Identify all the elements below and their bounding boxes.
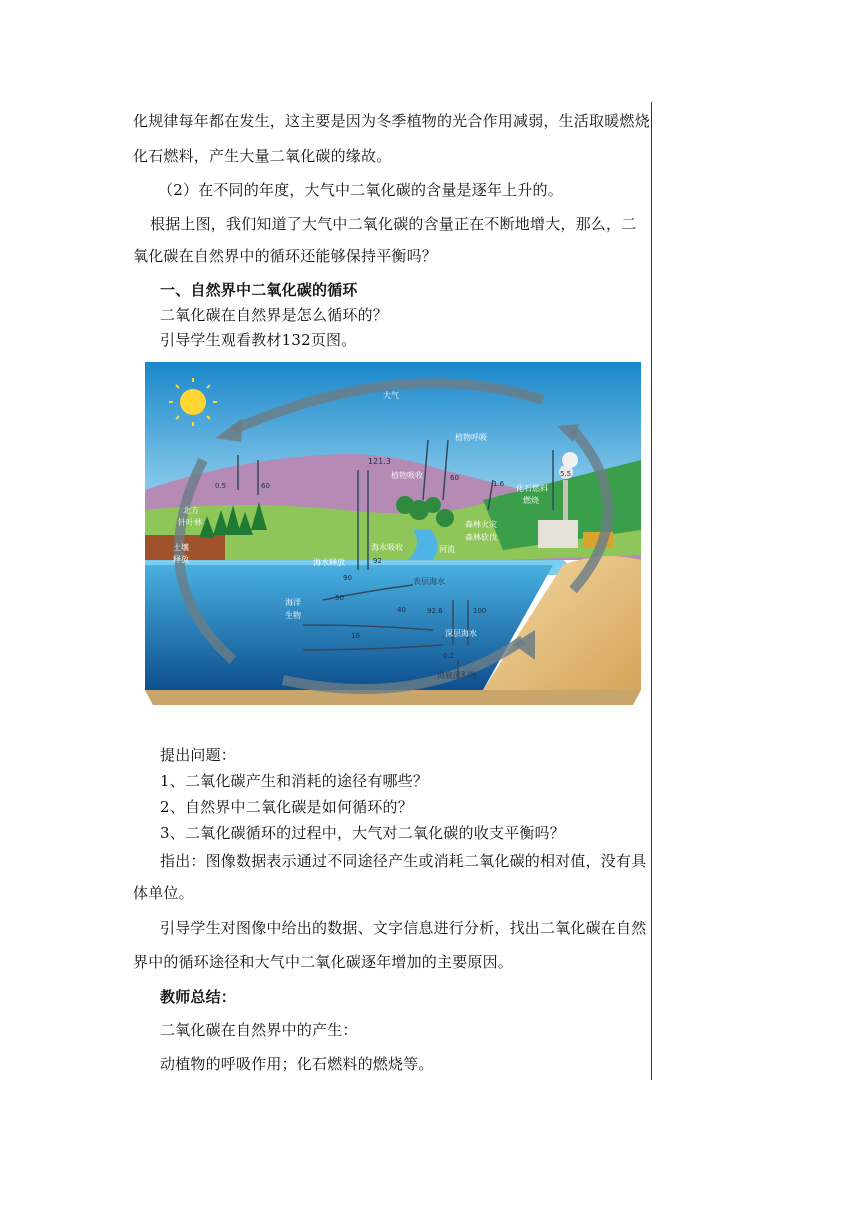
label-value: 10 bbox=[351, 632, 360, 640]
label-value: 5.5 bbox=[560, 470, 572, 478]
label-value: 0.5 bbox=[215, 482, 227, 490]
paragraph-line: 引导学生对图像中给出的数据、文字信息进行分析，找出二氧化碳在自然 bbox=[160, 919, 647, 937]
label-forest-fire: 森林火灾 bbox=[465, 520, 497, 529]
question-item: 2、自然界中二氧化碳是如何循环的？ bbox=[160, 798, 413, 816]
label-fossil-burn: 燃烧 bbox=[523, 496, 539, 505]
label-soil: 土壤 bbox=[173, 543, 189, 552]
label-soil-release: 释放 bbox=[173, 555, 189, 564]
question-item: 1、二氧化碳产生和消耗的途径有哪些？ bbox=[160, 772, 429, 790]
summary-heading: 教师总结： bbox=[160, 988, 237, 1006]
paragraph-line: （2）在不同的年度，大气中二氧化碳的含量是逐年上升的。 bbox=[158, 181, 563, 199]
label-ocean-absorb: 海水吸收 bbox=[371, 543, 403, 552]
label-atmosphere: 大气 bbox=[383, 391, 399, 400]
paragraph-line: 提出问题： bbox=[160, 746, 237, 764]
paragraph-line: 氧化碳在自然界中的循环还能够保持平衡吗？ bbox=[133, 247, 438, 265]
label-value: 121.3 bbox=[368, 457, 391, 466]
paragraph-line: 引导学生观看教材132页图。 bbox=[160, 331, 357, 349]
question-item: 3、二氧化碳循环的过程中，大气对二氧化碳的收支平衡吗？ bbox=[160, 824, 565, 842]
label-plant-absorb: 植物吸收 bbox=[391, 471, 423, 480]
label-river: 河流 bbox=[439, 545, 455, 554]
label-deep-water: 深层海水 bbox=[445, 629, 477, 638]
label-value: 92 bbox=[373, 557, 382, 565]
paragraph-line: 二氧化碳在自然界是怎么循环的？ bbox=[160, 306, 389, 324]
label-value: 60 bbox=[261, 482, 270, 490]
label-value: 40 bbox=[397, 606, 406, 614]
label-value: 1.6 bbox=[493, 480, 505, 488]
label-sediment: 海底沉积物 bbox=[437, 671, 477, 680]
label-value: 0.2 bbox=[443, 652, 455, 660]
carbon-cycle-svg bbox=[143, 360, 653, 710]
label-north-forest-2: 针叶林 bbox=[178, 518, 202, 527]
label-plant-respiration: 植物呼吸 bbox=[455, 433, 487, 442]
label-surface-water: 表层海水 bbox=[413, 577, 445, 586]
paragraph-line: 指出：图像数据表示通过不同途径产生或消耗二氧化碳的相对值，没有具 bbox=[160, 852, 647, 870]
label-marine: 海洋 bbox=[285, 598, 301, 607]
paragraph-line: 界中的循环途径和大气中二氧化碳逐年增加的主要原因。 bbox=[133, 953, 514, 971]
label-value: 50 bbox=[335, 594, 344, 602]
label-ocean-release: 海水释放 bbox=[313, 558, 345, 567]
label-marine-2: 生物 bbox=[285, 611, 301, 620]
sun-icon bbox=[180, 389, 206, 415]
paragraph-line: 动植物的呼吸作用；化石燃料的燃烧等。 bbox=[160, 1055, 434, 1073]
section-heading: 一、自然界中二氧化碳的循环 bbox=[160, 281, 358, 299]
paragraph-line: 根据上图，我们知道了大气中二氧化碳的含量正在不断地增大，那么，二 bbox=[150, 215, 637, 233]
carbon-cycle-diagram bbox=[143, 360, 653, 710]
paragraph-line: 体单位。 bbox=[133, 884, 194, 902]
paragraph-line: 化规律每年都在发生，这主要是因为冬季植物的光合作用减弱，生活取暖燃烧 bbox=[133, 112, 650, 130]
label-value: 90 bbox=[343, 574, 352, 582]
label-forest-cut: 森林砍伐 bbox=[465, 533, 497, 542]
label-value: 92.6 bbox=[427, 607, 443, 615]
label-value: 60 bbox=[450, 474, 459, 482]
label-value: 100 bbox=[473, 607, 487, 615]
paragraph-line: 二氧化碳在自然界中的产生： bbox=[160, 1021, 358, 1039]
paragraph-line: 化石燃料，产生大量二氧化碳的缘故。 bbox=[133, 147, 392, 165]
label-fossil-fuel: 化石燃料 bbox=[516, 484, 548, 493]
label-north-forest: 北方 bbox=[183, 506, 199, 515]
